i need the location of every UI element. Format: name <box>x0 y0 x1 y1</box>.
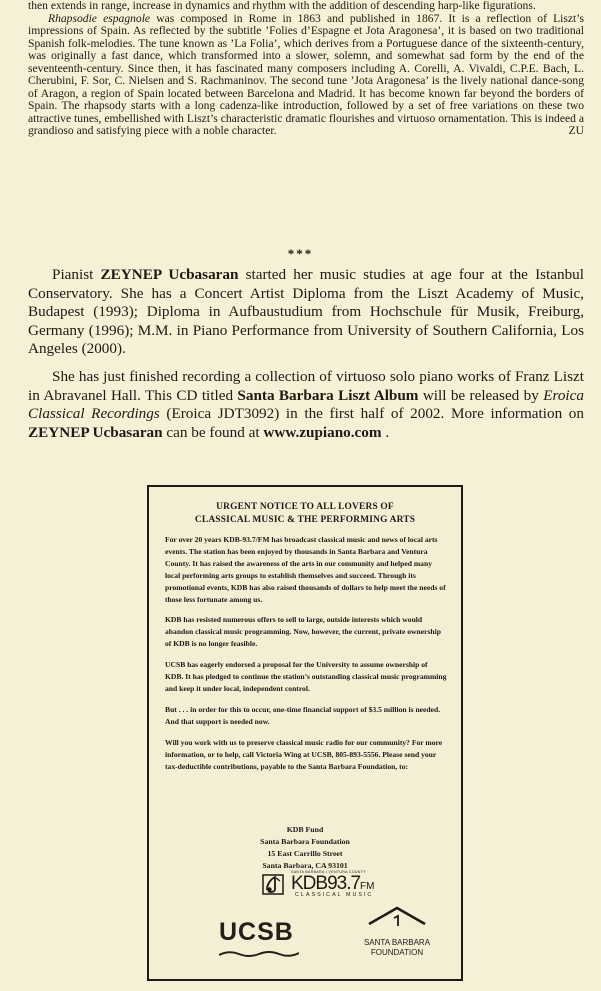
kdb-advertisement <box>147 485 463 981</box>
ucsb-wave-icon <box>219 949 299 959</box>
kdb-logo-tagline: SANTA BARBARA • VENTURA COUNTY <box>291 870 366 874</box>
bio-paragraph-2 <box>28 368 584 442</box>
kdb-subtitle: CLASSICAL MUSIC <box>295 892 374 898</box>
foundation-logo-line: SANTA BARBARA <box>363 938 431 947</box>
ad-heading-line: URGENT NOTICE TO ALL LOVERS OF <box>216 502 394 512</box>
bio-paragraph-1 <box>28 266 584 359</box>
section-separator: *** <box>287 246 314 261</box>
ad-body <box>165 534 447 781</box>
ad-heading <box>149 501 461 527</box>
address-line: Santa Barbara, CA 93101 <box>262 860 348 870</box>
kdb-mark-icon <box>261 872 287 896</box>
bio-text: (Eroica JDT3092) in the first half of 2002. More information on <box>159 405 584 423</box>
ad-heading-line: CLASSICAL MUSIC & THE PERFORMING ARTS <box>194 515 416 525</box>
bio-text: started her music studies at age four at the Istanbul Conservatory. She has a Concert Artist Diploma from the Liszt Academy of Music, Budapest (1993); Diploma in Aufbaustudium from Hochschule für Musik, Freiburg, Germany (1996); M.M. in Piano Performance from University of Southern California, Los Angeles (2000). <box>28 266 584 358</box>
bio-text: Pianist <box>52 266 101 283</box>
artist-name: ZEYNEP Ucbasaran <box>28 423 163 441</box>
notes-text: was composed in Rome in 1863 and published in 1867. It is a reflection of Liszt’s impressions of Spain. As reflected by the subtitle ’Folies d’Espagne et Jota Aragonesa’, it is based on two traditional Spanish folk-melodies. The tune known as ’La Folia’, which derives from a Portuguese dance of the sixteenth-century, was originally a fast dance, which transformed into a slower, solemn, and somewhat sad form by the end of the seventeenth-century. Since then, it has fascinated many composers including A. Corelli, A. Vivaldi, C.P.E. Bach, L. Cherubini, F. Sor, C. Nielsen and S. Rachmaninov. The second tune ’Jota Aragonesa’ is the lively national dance-song of Aragon, a region of Spain located between Barcelona and Madrid. It has become known far beyond the borders of Spain. The rhapsody starts with a long cadenza-like introduction, followed by a set of free variations on these two attractive tunes, embellished with Liszt’s characteristic dramatic flourishes and virtuoso ornamentation. This is indeed a grandioso and satisfying piece with a noble character. <box>28 11 584 137</box>
foundation-logo-line: FOUNDATION <box>370 948 424 957</box>
ad-paragraph: But . . . in order for this to occur, one-time financial support of $3.5 million is needed. And that support is needed now. <box>165 704 441 726</box>
ad-paragraph: Will you work with us to preserve classical music radio for our community? For more information, or to help, call Victoria Wing at UCSB, 805-893-5556. Please send your tax-deductible contributions, payable to the Santa Barbara Foundation, to: <box>165 737 443 771</box>
author-initials: ZU <box>568 124 584 137</box>
notes-paragraph-intro: then extends in range, increase in dynamics and rhythm with the addition of descending harp-like figurations. <box>28 0 536 12</box>
address-line: Santa Barbara Foundation <box>260 836 350 846</box>
bio-text: will be released by <box>418 386 544 404</box>
work-title: Rhapsodie espagnole <box>48 11 151 25</box>
address-line: KDB Fund <box>286 825 324 834</box>
website-url: www.zupiano.com <box>263 423 382 441</box>
kdb-band: FM <box>360 881 375 892</box>
bio-text: can be found at <box>162 423 264 441</box>
ad-paragraph: UCSB has eagerly endorsed a proposal for the University to assume ownership of KDB. It has pledged to continue the station’s outstanding classical music programming and keep it under local, independent control. <box>165 660 447 693</box>
artist-biography <box>28 266 584 442</box>
foundation-logo-text <box>360 938 434 958</box>
artist-name: ZEYNEP Ucbasaran <box>100 266 239 283</box>
ucsb-logo: UCSB <box>219 918 294 946</box>
notes-paragraph-rhapsodie <box>28 13 584 138</box>
ad-paragraph: KDB has resisted numerous offers to sell to large, outside interests which would abandon classical music programming. Now, however, the current, private ownership of KDB is no longer feasible. <box>165 615 441 649</box>
kdb-logo <box>261 870 397 900</box>
record-label: Eroica Classical Recordings <box>28 386 584 423</box>
address-line: 15 East Carrillo Street <box>267 848 343 858</box>
kdb-frequency: KDB93.7 <box>291 873 361 894</box>
ad-paragraph: For over 20 years KDB-93.7/FM has broadcast classical music and news of local arts events. The station has been enjoyed by thousands in Santa Barbara and Ventura County. It has raised the awareness of the arts in our community and helped many local performing arts groups to establish themselves and succeed. Through its promotional events, KDB has also raised thousands of dollars to help meet the needs of those less fortunate among us. <box>165 535 446 604</box>
bio-text: . <box>381 423 390 441</box>
foundation-roof-icon <box>367 904 427 930</box>
album-title: Santa Barbara Liszt Album <box>237 386 419 404</box>
program-notes <box>28 0 584 138</box>
mailing-address <box>149 824 461 872</box>
bio-text: She has just finished recording a collection of virtuoso solo piano works of Franz Liszt in Abravanel Hall. This CD titled <box>28 367 584 404</box>
